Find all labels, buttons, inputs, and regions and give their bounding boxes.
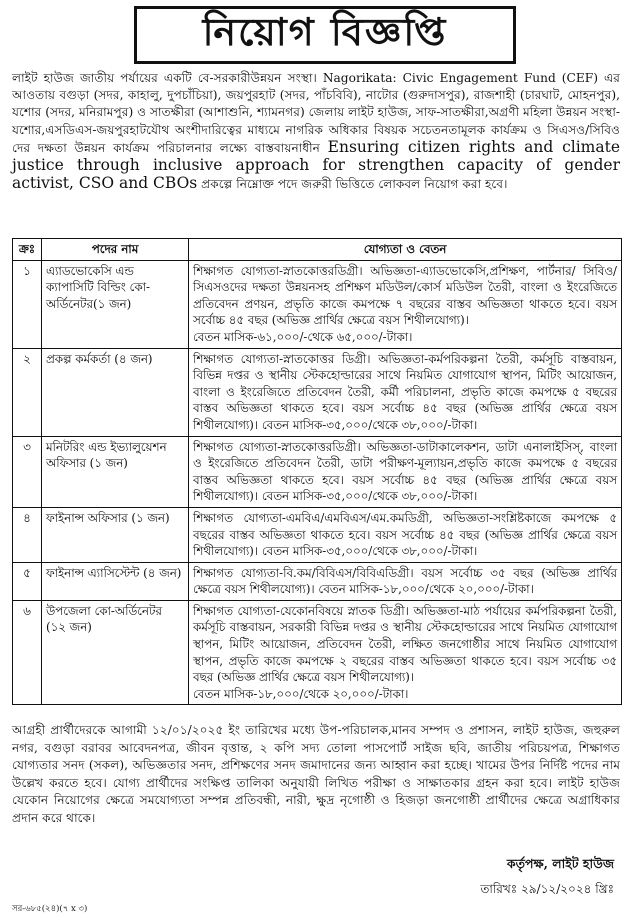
qualification-text: শিক্ষাগত যোগ্যতা-বি.কম/বিবিএস/বিবিএডিগ্রী। বয়স সর্বোচ্চ ৩৫ বছর (অভিজ্ঞ প্রার্থির ক্ষেত্রে বয়স শিথীলযোগ্য)। [193, 565, 617, 597]
salary-text: বেতন মাসিক-৩৫,০০০/থেকে ৩৮,০০০/-টাকা। [261, 489, 478, 504]
row-serial: ৩ [13, 436, 42, 507]
row-qualification [189, 600, 622, 705]
salary-text: বেতন মাসিক-১৮,০০০/থেকে ২০,০০০/-টাকা। [318, 582, 534, 597]
header-post: পদের নাম [42, 239, 189, 261]
row-post: এ্যাডভোকেসি এন্ড ক্যাপাসিটি বিল্ডিং কো-অর্ডিনেটর(১ জন) [42, 260, 189, 348]
qualification-text: শিক্ষাগত যোগ্যতা-স্নাতকোত্তরডিগ্রী। অভিজ্ঞতা-ডাটাকালেকশন, ডাটা এনালাইসিস্, বাংলা ও ইংরেজিতে প্রতিবেদন তৈরী, ডাটা পরীক্ষণ-মূল্যায়ন,প্রভৃতি কাজে কমপক্ষে ৫ বছরের বাস্তব অভিজ্ঞতা থাকতে হবে। বয়স সর্বোচ্চ ৪৫ বছর (অভিজ্ঞ প্রার্থির ক্ষেত্রে বয়স শিথীলযোগ্য)। [193, 439, 617, 504]
row-serial: ১ [13, 260, 42, 348]
intro-text-bangla: লাইট হাউজ জাতীয় পর্যায়ের একটি বে-সরকারীউন্নয়ন সংস্থা। Nagorikata: Civic Engagement Fund (CEF) এর আওতায় বগুড়া (সদর, কাহালু, দুপচাঁচিয়া), জয়পুরহাট (সদর, পাঁচবিবি), নাটোর (গুরুদাসপুর), রাজশাহী (চারঘাট, মোহনপুর), যশোর (সদর, মনিরামপুর) ও সাতক্ষীরা (আশাশুনি, শ্যামনগর) জেলায় লাইট হাউজ, সাফ-সাতক্ষীরা,অগ্রণী মহিলা উন্নয়ন সংস্থা-যশোর,এসডিএস-জয়পুরহাটযৌথ অংশীদারিত্বের মাধ্যমে নাগরিক অধিকার বিষয়ক সচেতনতামূলক কার্যক্রম ও সিএসও/সিবিও দের দক্ষতা উন্নয়ন কার্যক্রম পরিচালনার লক্ষ্যে বাস্তবায়নাধীন [12, 71, 620, 155]
application-instructions: আগ্রহী প্রার্থীদেরকে আগামী ১২/০১/২০২৫ ইং তারিখের মধ্যে উপ-পরিচালক,মানব সম্পদ ও প্রশাসন, লাইট হাউজ, জহুরুল নগর, বগুড়া বরাবর আবেদনপত্র, জীবন বৃত্তান্ত, ২ কপি সদ্য তোলা পাসপোর্ট সাইজ ছবি, জাতীয় পরিচয়পত্র, শিক্ষাগত যোগ্যতার সনদ (সকল), অভিজ্ঞতার সনদ, প্রশিক্ষণের সনদ জমাদানের জন্য আহ্বান করা হচ্ছে। খামের উপর নির্দিষ্ট পদের নাম উল্লেখ করতে হবে। যোগ্য প্রার্থীদের সংক্ষিপ্ত তালিকা অনুযায়ী লিখিত পরীক্ষা ও সাক্ষাতকার গ্রহন করা হবে। লাইট হাউজ যেকোন নিয়োগের ক্ষেত্রে সমযোগ্যতা সম্পন্ন প্রতিবন্ধী, নারী, ক্ষুদ্র নৃগোষ্ঠী ও হিজড়া জনগোষ্ঠী প্রার্থীদের ক্ষেত্রে অগ্রাধিকার প্রদান করে থাকে। [12, 723, 620, 825]
positions-table [12, 238, 622, 705]
qualification-text: শিক্ষাগত যোগ্যতা-এমবিএ/এমবিএস/এম.কমডিগ্রী, অভিজ্ঞতা-সংশ্লিষ্টকাজে কমপক্ষে ৫ বছরের বাস্তব অভিজ্ঞতা থাকতে হবে। বয়স সর্বোচ্চ ৪৫ বছর (অভিজ্ঞ প্রার্থির ক্ষেত্রে বয়স শিথীলযোগ্য)। [193, 510, 617, 559]
project-title-english: Ensuring citizen rights and climate justice through inclusive approach for strengthen capacity of gender activist, CSO and CBOs [12, 137, 621, 193]
salary-text: বেতন মাসিক-৩৫,০০০/থেকে ৩৮,০০০/-টাকা। [261, 417, 478, 432]
header-qualification: যোগ্যতা ও বেতন [189, 239, 622, 261]
row-qualification [189, 507, 622, 562]
row-post: ফাইনান্স এ্যাসিস্টেন্ট (৪ জন) [42, 562, 189, 600]
signature: কর্তৃপক্ষ, লাইট হাউজ [506, 856, 614, 871]
salary-text: বেতন মাসিক-১৮,০০০/থেকে ২০,০০০/-টাকা। [193, 686, 409, 701]
qualification-text: শিক্ষাগত যোগ্যতা-স্নাতকোত্তরডিগ্রী। অভিজ্ঞতা-এ্যাডভোকেসি,প্রশিক্ষণ, পার্টনার/ সিবিও/ সিএসওদের দক্ষতা উন্নয়নসহ প্রশিক্ষণ মডিউল/কোর্স মডিউল তৈরী, বাংলা ও ইংরেজিতে প্রতিবেদন প্রণয়ন, প্রভৃতি কাজে কমপক্ষে ৭ বছরের বাস্তব অভিজ্ঞতা থাকতে হবে। বয়স সর্বোচ্চ ৪৫ বছর (অভিজ্ঞ প্রার্থির ক্ষেত্রে বয়স শিথীলযোগ্য)। [193, 263, 617, 328]
row-serial: ৪ [13, 507, 42, 562]
row-serial: ৬ [13, 600, 42, 705]
row-post: উপজেলা কো-অর্ডিনেটর (১২ জন) [42, 600, 189, 705]
row-post: মনিটরিং এন্ড ইভ্যালুয়েশন অফিসার (১ জন) [42, 436, 189, 507]
table-row [13, 348, 622, 436]
salary-text: বেতন মাসিক-৬১,০০০/-থেকে ৬৫,০০০/-টাকা। [193, 329, 413, 344]
row-qualification [189, 260, 622, 348]
table-row [13, 562, 622, 600]
row-post: ফাইনান্স অফিসার (১ জন) [42, 507, 189, 562]
row-qualification [189, 562, 622, 600]
notice-date: তারিখঃ ২৯/১২/২০২৪ খ্রিঃ [480, 882, 614, 896]
row-qualification [189, 436, 622, 507]
qualification-text: শিক্ষাগত যোগ্যতা-যেকোনবিষয়ে স্নাতক ডিগ্রী। অভিজ্ঞতা-মাঠ পর্যায়ের কর্মপরিকল্পনা তৈরী, কর্মসূচি বাস্তবায়ন, সরকারী বিভিন্ন দপ্তর ও স্থানীয় স্টেকহোল্ডারের সাথে নিয়মিত যোগাযোগ স্থাপন, মিটিং আয়োজন, প্রতিবেদন তৈরী, লক্ষিত জনগোষ্ঠীর সাথে নিয়মিত যোগাযোগ স্থাপন, প্রভৃতি কাজে কমপক্ষে ২ বছরের বাস্তব অভিজ্ঞতা থাকতে হবে। বয়স সর্বোচ্চ ৩৫ বছর (অভিজ্ঞ প্রার্থির ক্ষেত্রে বয়স শিথীলযোগ্য)। [193, 603, 617, 685]
notice-title: নিয়োগ বিজ্ঞপ্তি [134, 6, 516, 64]
table-row [13, 600, 622, 705]
table-header-row [13, 239, 622, 261]
row-serial: ২ [13, 348, 42, 436]
row-post: প্রকল্প কর্মকর্তা (৪ জন) [42, 348, 189, 436]
intro-paragraph [12, 70, 620, 193]
row-qualification [189, 348, 622, 436]
row-serial: ৫ [13, 562, 42, 600]
table-row [13, 507, 622, 562]
qualification-text: শিক্ষাগত যোগ্যতা-স্নাতকোত্তর ডিগ্রী। অভিজ্ঞতা-কর্মপরিকল্পনা তৈরী, কর্মসূচি বাস্তবায়ন, বিভিন্ন দপ্তর ও স্থানীয় স্টেকহোল্ডারের সাথে নিয়মিত যোগাযোগ স্থাপন, মিটিং আয়োজন, বাংলা ও ইংরেজিতে প্রতিবেদন তৈরী, কর্মী পরিচালনা, প্রভৃতি কাজে কমপক্ষে ৫ বছরের বাস্তব অভিজ্ঞতা থাকতে হবে। বয়স সর্বোচ্চ ৪৫ বছর (অভিজ্ঞ প্রার্থির ক্ষেত্রে বয়স শিথীলযোগ্য)। [193, 351, 617, 432]
table-row [13, 436, 622, 507]
salary-text: বেতন মাসিক-৩৫,০০০/থেকে ৩৮,০০০/-টাকা। [261, 544, 478, 559]
publication-code: সর-৬৮৫(২৪)(৭ x ৩) [12, 904, 88, 914]
job-circular [8, 6, 624, 918]
intro-text-closing: প্রকল্পে নিম্নোক্ত পদে জরুরী ভিত্তিতে লোকবল নিয়োগ করা হবে। [201, 177, 508, 192]
table-row [13, 260, 622, 348]
header-serial: ক্রঃ [13, 239, 42, 261]
